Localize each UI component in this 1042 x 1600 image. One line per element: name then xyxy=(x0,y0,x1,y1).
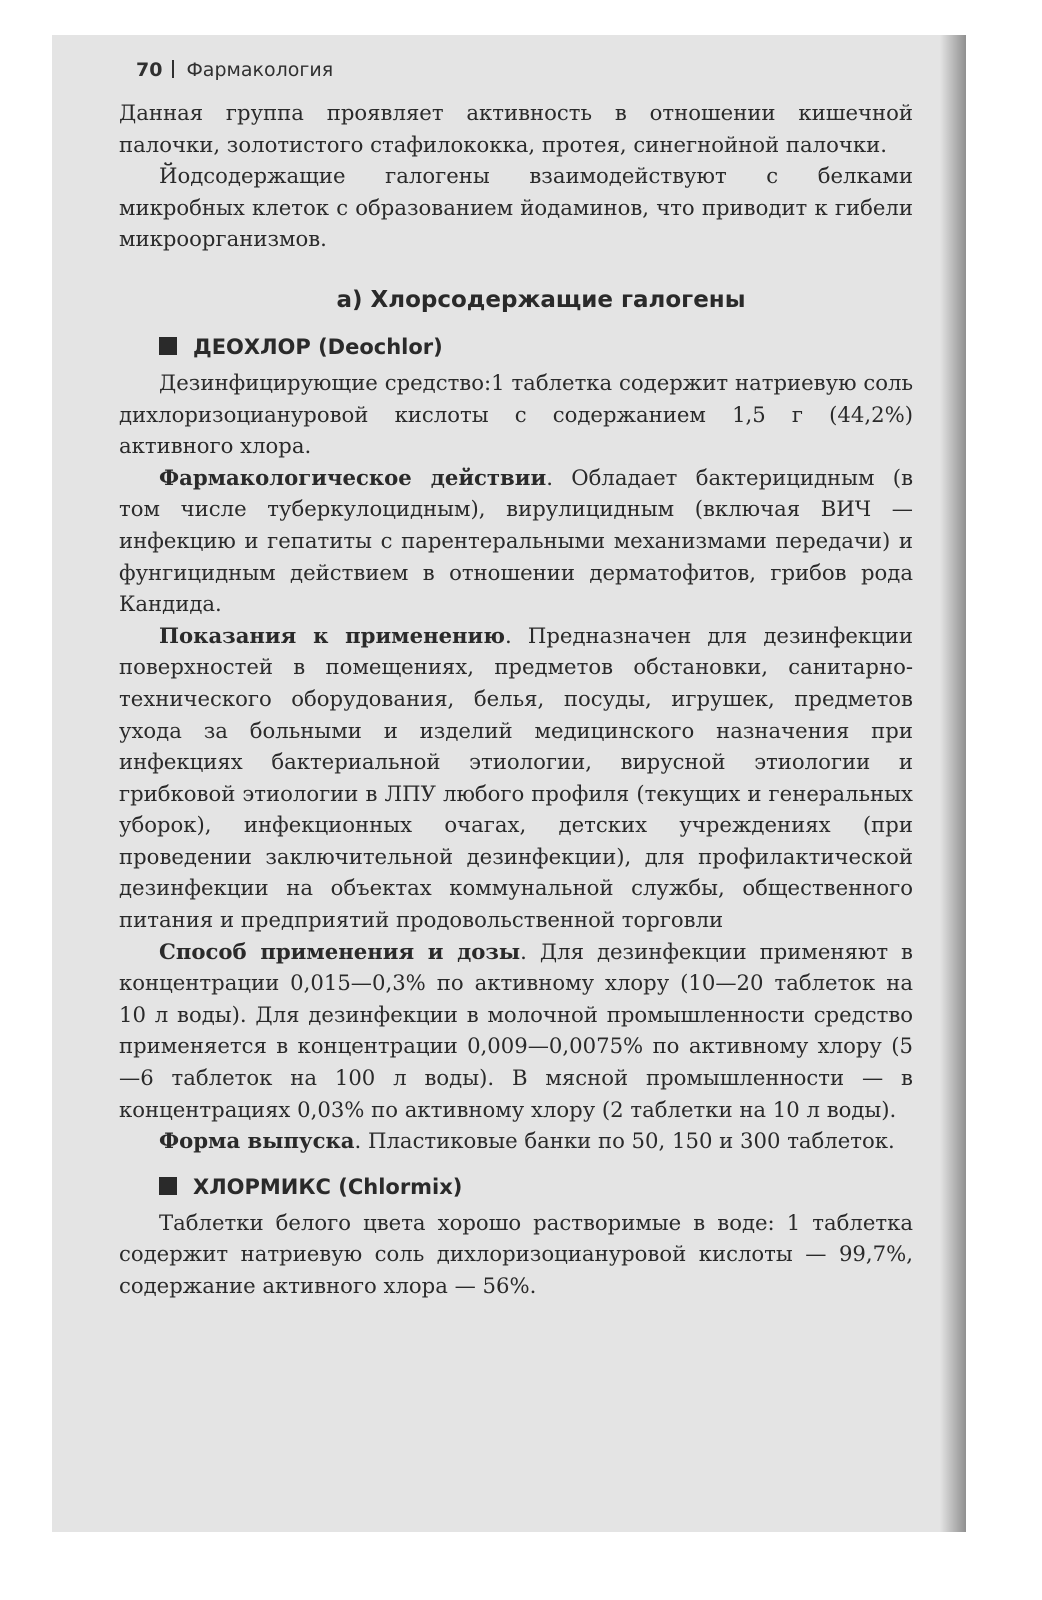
drug-title: ХЛОРМИКС (Chlormix) xyxy=(193,1174,463,1199)
pharmacological-action xyxy=(119,462,913,620)
release-form xyxy=(119,1125,913,1157)
drug-title: ДЕОХЛОР (Deochlor) xyxy=(193,334,443,359)
paragraph-label: Способ применения и дозы xyxy=(159,938,521,964)
running-header xyxy=(136,59,333,81)
page-number: 70 xyxy=(136,59,163,81)
intro-paragraph: Йодсодержащие галогены взаимодействуют с белками микробных клеток с образованием йодаминов, что приводит к гибели микроорганизмов. xyxy=(119,163,913,252)
paragraph-label: Фармакологическое действии xyxy=(159,464,547,490)
book-page xyxy=(52,35,966,1532)
page-body xyxy=(119,97,913,1302)
square-bullet-icon xyxy=(159,337,177,355)
drug-description: Таблетки белого цвета хорошо растворимые в воде: 1 таблетка содержит натриевую соль дихлоризоциануровой кислоты — 99,7%, содержание активного хлора — 56%. xyxy=(119,1209,913,1298)
paragraph-label: Показания к применению xyxy=(159,622,505,648)
page-edge-shadow xyxy=(940,35,966,1532)
drug-description: Дезинфицирующие средство:1 таблетка содержит натриевую соль дихлоризоциануровой кислоты с содержанием 1,5 г (44,2%) активного хлора. xyxy=(119,369,913,459)
paragraph-text: . Для дезинфекции применяют в концентрации 0,015—0,3% по активному хлору (10—20 таблеток на 10 л воды). Для дезинфекции в молочной промышленности средство применяется в концентрации 0,009—0,0075% по активному хлору (5—6 таблеток на 100 л воды). В мясной промышленности — в концентрациях 0,03% по активному хлору (2 таблетки на 10 л воды). xyxy=(119,938,913,1122)
drug-heading-deochlor xyxy=(159,331,913,363)
paragraph-text: . Обладает бактерицидным (в том числе туберкулоцидным), вирулицидным (включая ВИЧ — инфекцию и гепатиты с парентеральными механизмами передачи) и фунгицидным действием в отношении дерматофитов, грибов рода Кандида. xyxy=(119,464,914,617)
section-heading: а) Хлорсодержащие галогены xyxy=(336,286,746,313)
header-separator xyxy=(172,60,174,78)
paragraph-text: . Пластиковые банки по 50, 150 и 300 таблеток. xyxy=(354,1128,895,1154)
paragraph-text: . Предназначен для дезинфекции поверхностей в помещениях, предметов обстановки, санитарно-технического оборудования, белья, посуды, игрушек, предметов ухода за больными и изделий медицинского назначения при инфекциях бактериальной этиологии, вирусной этиологии и грибковой этиологии в ЛПУ любого профиля (текущих и генеральных уборок), инфекционных очагах, детских учреждениях (при проведении заключительной дезинфекции), для профилактической дезинфекции на объектах коммунальной службы, общественного питания и предприятий продовольственной торговли xyxy=(119,622,913,933)
intro-paragraph: Данная группа проявляет активность в отношении кишечной палочки, золотистого стафилококка, протея, синегнойной палочки. xyxy=(119,100,913,157)
paragraph-label: Форма выпуска xyxy=(159,1128,355,1154)
dosage xyxy=(119,936,913,1126)
drug-heading-chlormix xyxy=(159,1171,913,1203)
book-title: Фармакология xyxy=(186,59,334,81)
square-bullet-icon xyxy=(159,1177,177,1195)
indications xyxy=(119,620,913,936)
